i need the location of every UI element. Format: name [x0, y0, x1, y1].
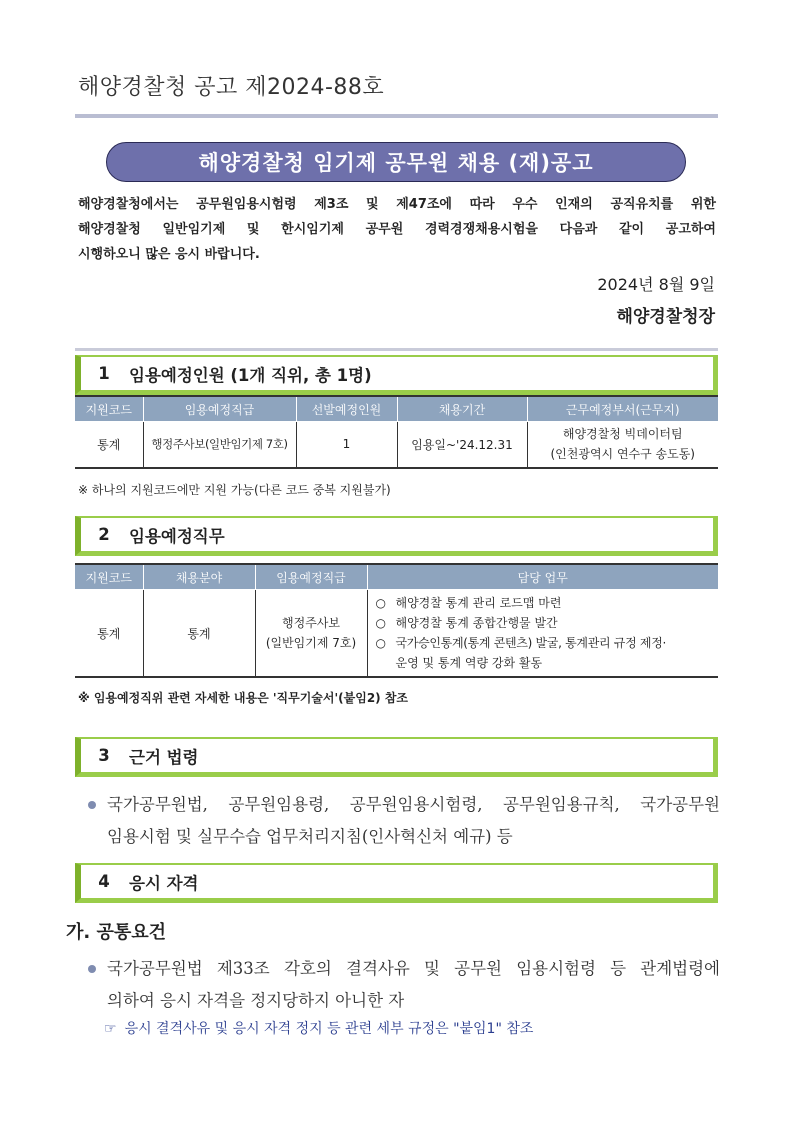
column-header: 임용예정직급 — [255, 564, 367, 590]
grade-level: (일반임기제 7호) — [265, 636, 357, 650]
notice-title: 해양경찰청 임기제 공무원 채용 (재)공고 — [106, 142, 686, 182]
column-header: 채용기간 — [397, 396, 527, 422]
section-number: 3 — [98, 746, 110, 765]
positions-table — [75, 395, 718, 469]
circle-bullet-icon: ○ — [375, 636, 386, 650]
laws-line: 임용시험 및 실무수습 업무처리지침(인사혁신처 예규) 등 — [107, 827, 513, 846]
task-item: ○ 국가승인통계(통계 콘텐츠) 발굴, 통계관리 규정 제정· 운영 및 통계 역량 강화 활동 — [376, 633, 719, 673]
intro-paragraph — [78, 192, 716, 267]
section-number: 4 — [98, 872, 110, 891]
column-header: 선발예정인원 — [296, 396, 397, 422]
document-number: 해양경찰청 공고 제2024-88호 — [78, 75, 385, 100]
period-cell: 임용일~'24.12.31 — [397, 422, 527, 468]
bullet-dot-icon — [88, 801, 96, 809]
header-rule — [75, 114, 718, 118]
common-requirements-heading: 가. 공통요건 — [66, 922, 167, 943]
support-code-cell: 통계 — [75, 590, 143, 678]
task-item: ○ 해양경찰 통계 종합간행물 발간 — [376, 613, 719, 633]
intro-line: 해양경찰청 일반임기제 및 한시임기제 공무원 경력경쟁채용시험을 다음과 같이 공고하여 — [78, 222, 716, 237]
table2-note: ※ 임용예정직위 관련 자세한 내용은 '직무기술서'(붙임2) 참조 — [78, 691, 409, 705]
task-list — [368, 590, 719, 676]
support-code-cell: 통계 — [75, 422, 143, 468]
section-label: 응시 자격 — [129, 873, 199, 893]
qualification-line: 의하여 응시 자격을 정지당하지 아니한 자 — [107, 991, 405, 1010]
table-header-row — [75, 396, 718, 422]
section-number: 1 — [98, 364, 110, 383]
task-item: ○ 해양경찰 통계 관리 로드맵 마련 — [376, 593, 719, 613]
column-header: 근무예정부서(근무지) — [527, 396, 718, 422]
column-header: 임용예정직급 — [143, 396, 296, 422]
qualification-bullet — [88, 953, 720, 1017]
column-header: 채용분야 — [143, 564, 255, 590]
table-row — [75, 590, 718, 678]
task-continuation: 운영 및 통계 역량 강화 활동 — [395, 656, 543, 670]
section-number: 2 — [98, 525, 110, 544]
duties-table — [75, 563, 718, 678]
department-location: (인천광역시 연수구 송도동) — [550, 447, 695, 462]
intro-line: 시행하오니 많은 응시 바랍니다. — [78, 247, 260, 262]
table1-note: ※ 하나의 지원코드에만 지원 가능(다른 코드 중복 지원불가) — [78, 483, 391, 497]
grade-cell: 행정주사보(일반임기제 7호) — [143, 422, 296, 468]
section-label: 임용예정직무 — [129, 526, 225, 546]
column-header: 지원코드 — [75, 564, 143, 590]
notice-date: 2024년 8월 9일 — [597, 275, 715, 294]
tasks-cell — [367, 590, 718, 678]
field-cell: 통계 — [143, 590, 255, 678]
reference-note — [104, 1018, 533, 1038]
section-1-header — [75, 355, 718, 395]
bullet-dot-icon — [88, 965, 96, 973]
department-cell — [527, 422, 718, 468]
column-header: 지원코드 — [75, 396, 143, 422]
grade-title: 행정주사보 — [282, 616, 340, 630]
circle-bullet-icon: ○ — [375, 596, 386, 610]
column-header: 담당 업무 — [367, 564, 718, 590]
circle-bullet-icon: ○ — [375, 616, 386, 630]
department-name: 해양경찰청 빅데이터팀 — [562, 427, 683, 442]
pointing-hand-icon: ☞ — [104, 1021, 117, 1037]
laws-line: 국가공무원법, 공무원임용령, 공무원임용시험령, 공무원임용규칙, 국가공무원 — [107, 795, 720, 814]
laws-bullet — [88, 789, 720, 853]
section-label: 임용예정인원 (1개 직위, 총 1명) — [129, 365, 372, 385]
reference-text: 응시 결격사유 및 응시 자격 정지 등 관련 세부 규정은 "붙임1" 참조 — [124, 1021, 534, 1037]
section-3-header — [75, 737, 718, 777]
qualification-line: 국가공무원법 제33조 각호의 결격사유 및 공무원 임용시험령 등 관계법령에 — [107, 959, 720, 978]
intro-line: 해양경찰청에서는 공무원임용시험령 제3조 및 제47조에 따라 우수 인재의 공직유치를 위한 — [78, 197, 716, 212]
grade-cell — [255, 590, 367, 678]
section-2-header — [75, 516, 718, 556]
section-divider — [75, 348, 718, 351]
table-header-row — [75, 564, 718, 590]
count-cell: 1 — [296, 422, 397, 468]
notice-signer: 해양경찰청장 — [616, 307, 715, 327]
section-label: 근거 법령 — [129, 747, 199, 767]
table-row — [75, 422, 718, 468]
section-4-header — [75, 863, 718, 903]
